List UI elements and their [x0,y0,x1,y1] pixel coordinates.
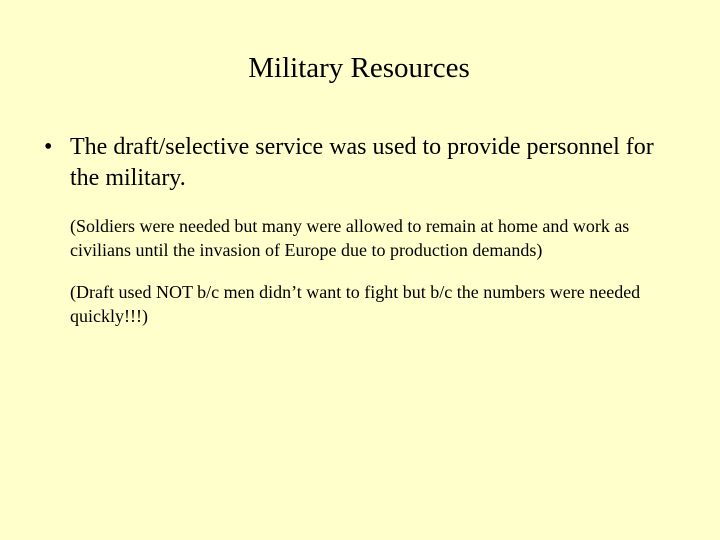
bullet-item [44,132,684,194]
note-draft: (Draft used NOT b/c men didn’t want to fight but b/c the numbers were needed quickly!!!) [70,282,641,326]
slide-title: Military Resources [248,52,470,84]
bullet-marker: • [44,134,53,160]
note-soldiers: (Soldiers were needed but many were allowed to remain at home and work as civilians until the invasion of Europe due to production demands) [70,216,630,260]
bullet-text: The draft/selective service was used to provide personnel for the military. [70,134,654,191]
